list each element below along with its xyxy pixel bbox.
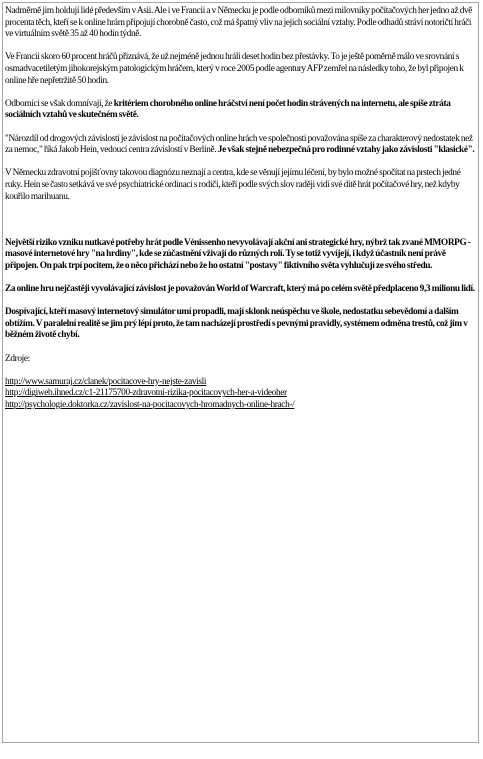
paragraph-2: Ve Francii skoro 60 procent hráčů přiznává, že už nejméně jednou hráli deset hodin bez přestávky. To je ještě poměrně málo ve srovnání s osmadvacetiletým jihokorejským patologickým hráčem, který v roce 2005 podle agentury AFP zemřel na následky toho, že byl připojen k online hře nepřetržitě 50 hodin. xyxy=(5,52,464,86)
paragraph-3-bold: kritériem chorobného online hráčství není počet hodin strávených na internetu, ale spíše ztráta sociálních vztahů ve skutečném světě. xyxy=(5,98,451,121)
paragraph-5: V Německu zdravotní pojišťovny takovou diagnózu neznají a centra, kde se věnují jejímu léčení, by bylo možné spočítat na prstech jedné ruky. Hein se často setkává ve své psychiatrické ordinaci s rodiči, kteří podle svých slov raději vidí své dítě hrát počítačové hry, než kdyby kouřilo marihuanu. xyxy=(5,168,461,202)
source-link-3[interactable]: http://psychologie.doktorka.cz/zavislost-na-pocitacovych-hromadnych-online-hrach-/ xyxy=(5,400,295,410)
paragraph-1: Nadměrně jim holdují lidé především v Asii. Ale i ve Francii a v Německu je podle odborníků mezi milovníky počítačových her jedno až dvě procenta těch, kteří se k online hrám připojují chorobně často, což má špatný vliv na jejich sociální vztahy. Podle odhadů stráví notoričtí hráči ve virtuálním světě 35 až 40 hodin týdně. xyxy=(5,6,473,40)
blank-gap xyxy=(5,215,476,238)
paragraph-4 xyxy=(5,134,476,157)
paragraph-6-bold: Největší riziko vzniku nutkavé potřeby hrát podle Vénissenho nevyvolávají akční ani strategické hry, nýbrž tak zvané MMORPG - masové internetové hry "na hrdiny", kde se zúčastnění vživají do různých rolí. Ty se totiž vyvíjejí, i když účastník není právě připojen. On pak trpí pocitem, že o něco přichází nebo že ho ostatní "postavy" fiktivního světa vyhlučují ze svého středu. xyxy=(5,237,471,271)
source-links xyxy=(5,377,476,412)
paragraph-7-bold: Za online hru nejčastěji vyvolávající závislost je považován World of Warcraft, který má po celém světě předplaceno 9,3 milionu lidí. xyxy=(5,284,475,295)
paragraph-7 xyxy=(5,284,476,296)
document-frame xyxy=(2,2,479,743)
paragraph-3-text: Odborníci se však domnívají, že xyxy=(5,98,114,109)
paragraph-4-bold: Je však stejně nebezpečná pro rodinné vztahy jako závislosti "klasické". xyxy=(217,145,475,156)
paragraph-8 xyxy=(5,307,476,342)
source-link-1[interactable]: http://www.samuraj.cz/clanek/pocitacove-hry-nejste-zavisli xyxy=(5,376,207,387)
source-link-2[interactable]: http://digiweb.ihned.cz/c1-21175700-zdravotni-rizika-pocitacovych-her-a-videoher xyxy=(5,388,287,399)
paragraph-3 xyxy=(5,99,476,122)
paragraph-4-text: "Nározdíl od drogových závislostí je závislost na počítačových online hrách ve společnosti považována spíše za charakterový nedostatek než za nemoc," říká Jakob Hein, vedoucí centra závislostí v Berlíně. xyxy=(5,133,473,156)
sources-label: Zdroje: xyxy=(5,353,30,364)
article-body xyxy=(5,6,476,412)
paragraph-8-bold: Dospívající, kteří masový internetový simulátor umí propadli, mají sklonk neúspěchu ve škole, nedostatku sebevědomí a dalším obtížím. V paralelní realitě se jim prý lépí proto, že tam nacházejí prostředí s pevnými pravidly, systémem odměna trestů, což jim v běžném životě chybí. xyxy=(5,307,468,341)
paragraph-6 xyxy=(5,238,476,273)
